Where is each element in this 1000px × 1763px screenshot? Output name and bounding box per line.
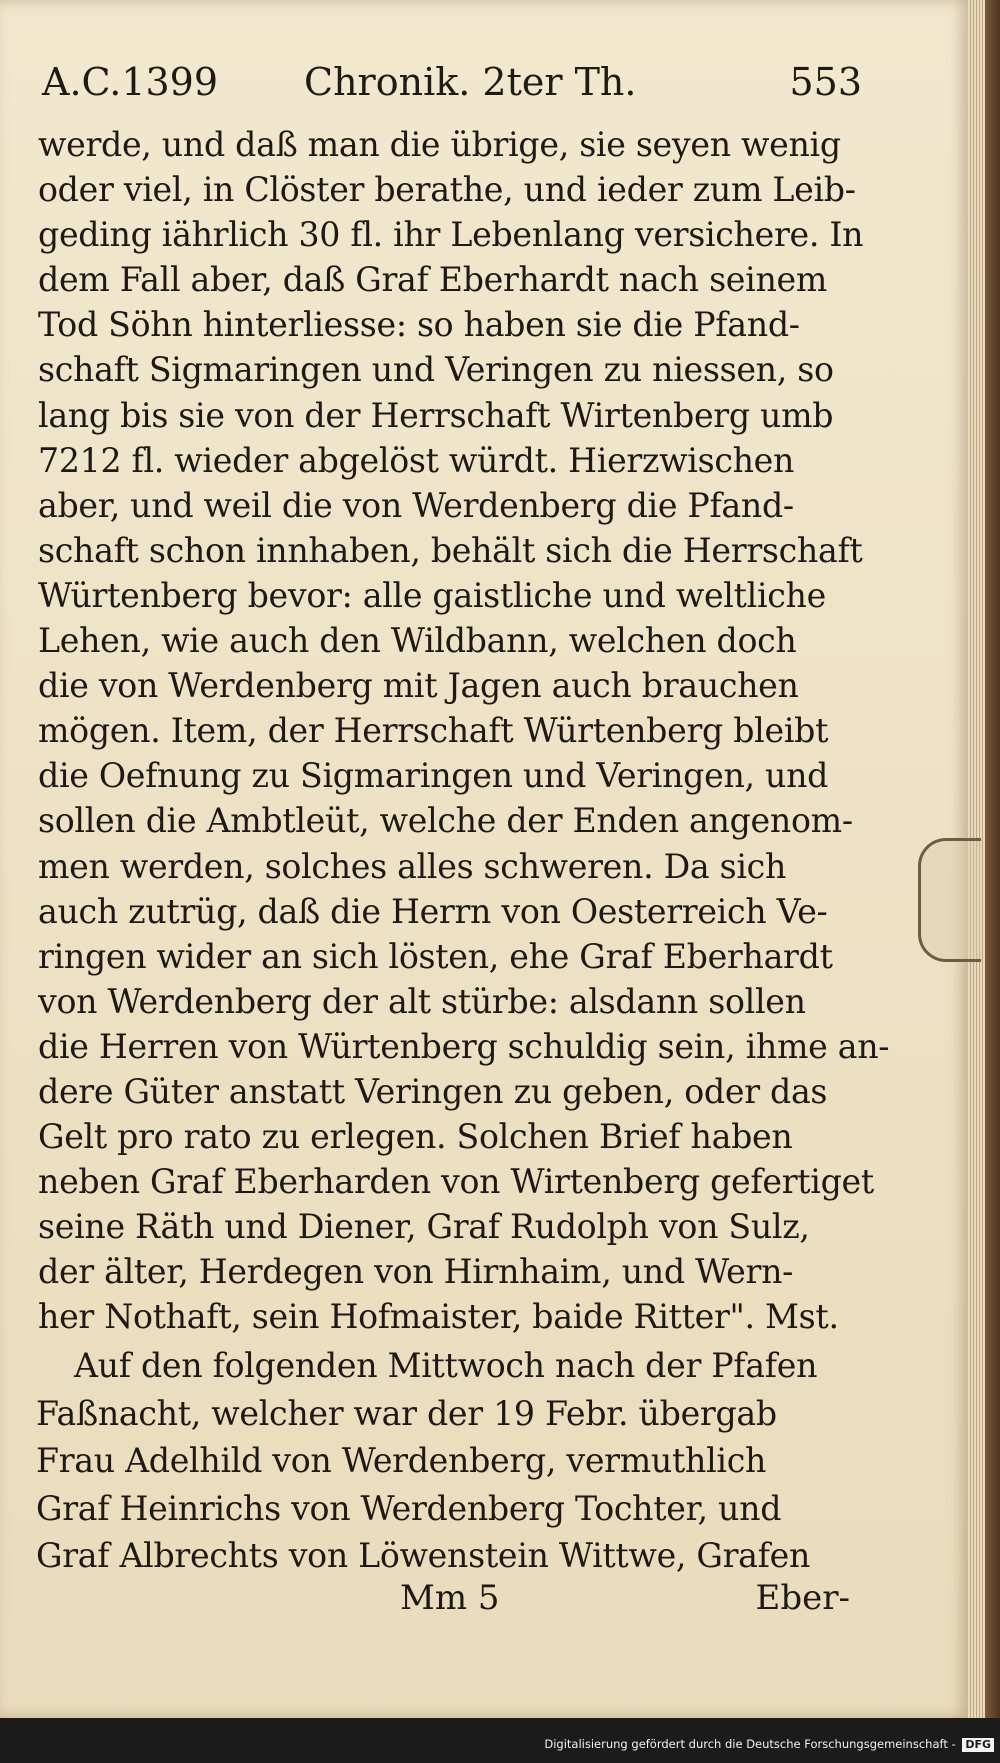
text-line: oder viel, in Clöster berathe, und ieder zum Leib- [38, 170, 856, 210]
paragraph-2 [36, 1342, 846, 1580]
text-line: werde, und daß man die übrige, sie seyen wenig [38, 125, 841, 164]
text-line: Frau Adelhild von Werdenberg, vermuthlich [36, 1441, 767, 1480]
text-line: 7212 fl. wieder abgelöst würdt. Hierzwischen [38, 440, 795, 480]
text-line: Tod Söhn hinterliesse: so haben sie die Pfand- [38, 305, 800, 345]
header-title: Chronik. 2ter Th. [304, 60, 637, 104]
running-header [42, 52, 862, 112]
text-line: Würtenberg bevor: alle gaistliche und weltliche [38, 575, 826, 615]
page-number: 553 [789, 60, 862, 104]
dfg-logo: DFG [962, 1738, 994, 1752]
book-spine [985, 0, 1000, 1718]
text-line: men werden, solches alles schweren. Da sich [38, 846, 787, 886]
text-line: Gelt pro rato zu erlegen. Solchen Brief haben [38, 1117, 793, 1157]
text-line: Graf Albrechts von Löwenstein Wittwe, Grafen [36, 1536, 811, 1575]
text-line: dem Fall aber, daß Graf Eberhardt nach seinem [38, 260, 828, 300]
paragraph-1 [38, 122, 890, 1340]
text-line: schaft Sigmaringen und Veringen zu niessen, so [38, 350, 834, 390]
text-line: der älter, Herdegen von Hirnhaim, und Wern- [38, 1252, 794, 1292]
text-line: neben Graf Eberharden von Wirtenberg gefertiget [38, 1162, 874, 1202]
catchword: Eber- [755, 1578, 850, 1618]
text-line: Graf Heinrichs von Werdenberg Tochter, und [36, 1488, 782, 1528]
text-line: her Nothaft, sein Hofmaister, baide Ritter". Mst. [38, 1297, 839, 1337]
text-line: ringen wider an sich lösten, ehe Graf Eberhardt [38, 936, 833, 976]
bookmark-clip [918, 838, 981, 962]
text-line: die von Werdenberg mit Jagen auch brauchen [38, 666, 799, 706]
text-line: sollen die Ambtleüt, welche der Enden angenom- [38, 801, 853, 841]
text-line: von Werdenberg der alt stürbe: alsdann sollen [38, 981, 806, 1021]
text-line: dere Güter anstatt Veringen zu geben, oder das [38, 1071, 828, 1111]
digitization-credit [544, 1736, 994, 1752]
text-line: lang bis sie von der Herrschaft Wirtenberg umb [38, 395, 834, 435]
text-line: Faßnacht, welcher war der 19 Febr. übergab [36, 1393, 777, 1433]
credit-text: Digitalisierung gefördert durch die Deutsche Forschungsgemeinschaft - [544, 1737, 956, 1751]
text-line: Auf den folgenden Mittwoch nach der Pfafen [74, 1346, 818, 1385]
text-line: die Oefnung zu Sigmaringen und Veringen, und [38, 756, 829, 796]
text-line: mögen. Item, der Herrschaft Würtenberg bleibt [38, 711, 829, 751]
text-line: die Herren von Würtenberg schuldig sein, ihme an- [38, 1026, 890, 1066]
text-line: Lehen, wie auch den Wildbann, welchen doch [38, 621, 797, 661]
text-line: seine Räth und Diener, Graf Rudolph von Sulz, [38, 1207, 810, 1247]
text-line: schaft schon innhaben, behält sich die Herrschaft [38, 530, 863, 570]
signature-mark: Mm 5 [400, 1578, 500, 1618]
header-year: A.C.1399 [42, 60, 219, 104]
page-footer [400, 1578, 850, 1628]
text-line: geding iährlich 30 fl. ihr Lebenlang versichere. In [38, 215, 864, 255]
text-line: auch zutrüg, daß die Herrn von Oesterreich Ve- [38, 891, 828, 931]
text-line: aber, und weil die von Werdenberg die Pfand- [38, 485, 794, 525]
